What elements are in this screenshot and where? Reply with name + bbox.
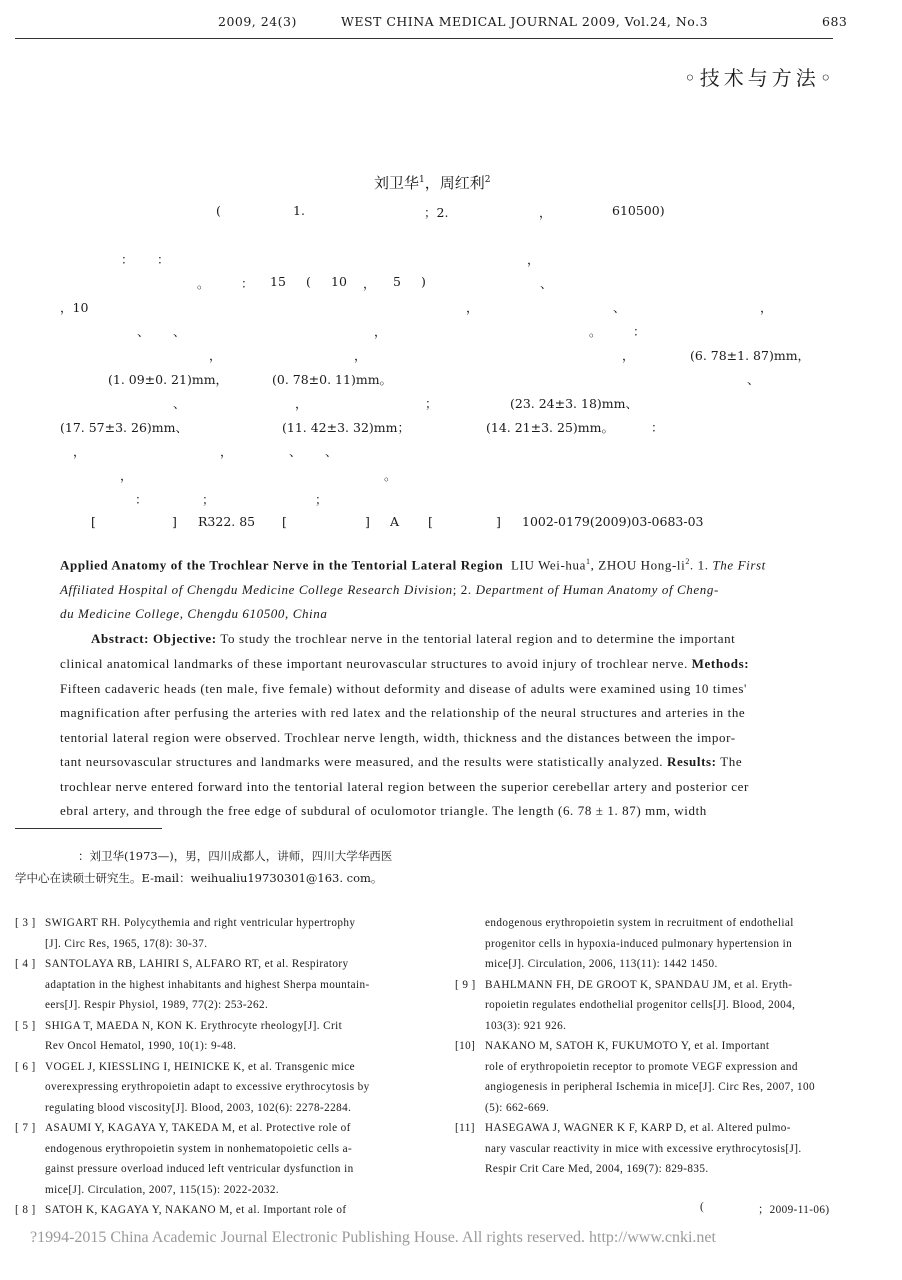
reference-number: [11] bbox=[455, 1122, 475, 1134]
reference-line bbox=[15, 913, 415, 934]
reference-number: [ 4 ] bbox=[15, 958, 36, 970]
reference-line bbox=[15, 1016, 415, 1037]
footnote-line-1: ：刘卫华(1973—)，男，四川成都人，讲师，四川大学华西医 bbox=[78, 849, 393, 863]
article-id-bracket: [ bbox=[428, 514, 433, 529]
en-title-line bbox=[60, 557, 766, 573]
cn-punct: ： bbox=[157, 252, 170, 267]
references-left-column bbox=[15, 913, 415, 1221]
author-1: 刘卫华 bbox=[374, 174, 420, 192]
en-aff-2-number: ; 2. bbox=[452, 582, 472, 597]
reference-text: Rev Oncol Hematol, 1990, 10(1): 9-48. bbox=[45, 1040, 237, 1052]
en-line-6: Fifteen cadaveric heads (ten male, five female) without deformity and disease of adults were examined using 10 times' bbox=[60, 681, 747, 696]
cn-keywords-punct: ； bbox=[202, 492, 215, 507]
reference-text: adaptation in the highest inhabitants and highest Sherpa mountain- bbox=[45, 978, 370, 991]
header-page-number: 683 bbox=[822, 14, 848, 29]
cn-punct: 。 bbox=[589, 324, 602, 339]
reference-text: mice[J]. Circulation, 2006, 113(11): 1442 1450. bbox=[485, 958, 718, 970]
reference-line bbox=[455, 934, 855, 955]
reference-line bbox=[455, 1036, 855, 1057]
article-id-bracket: ] bbox=[496, 514, 501, 529]
reference-line bbox=[15, 1057, 415, 1078]
cn-punct: ， bbox=[209, 348, 222, 363]
cn-punct: 、 bbox=[173, 396, 186, 411]
cn-punct: ， bbox=[354, 348, 367, 363]
references-right-column bbox=[455, 913, 855, 1180]
cn-punct: 、 bbox=[613, 300, 626, 315]
cn-punct: ， bbox=[760, 300, 773, 315]
cn-punct: ( bbox=[306, 274, 311, 289]
cn-measure: (17. 57±3. 26)mm、 bbox=[60, 420, 188, 435]
reference-line bbox=[15, 1159, 415, 1180]
header-rule bbox=[15, 38, 833, 39]
header-volume: 2009, 24(3) bbox=[218, 14, 297, 29]
reference-text: role of erythropoietin receptor to promote VEGF expression and bbox=[485, 1060, 798, 1073]
affil-postcode: 610500) bbox=[612, 203, 665, 218]
copyright-watermark: ?1994-2015 China Academic Journal Electronic Publishing House. All rights reserved. http://www.cnki.net bbox=[30, 1229, 716, 1246]
reference-line bbox=[455, 975, 855, 996]
reference-line bbox=[455, 1118, 855, 1139]
reference-line bbox=[455, 1077, 855, 1098]
cn-punct: ， bbox=[220, 444, 233, 459]
reference-line bbox=[15, 1036, 415, 1057]
cn-punct: 。 bbox=[197, 276, 210, 291]
reference-text: endogenous erythropoietin system in recruitment of endothelial bbox=[485, 917, 794, 929]
en-author-2-sup: 2 bbox=[685, 557, 690, 566]
clc-code: R322. 85 bbox=[198, 514, 256, 529]
cn-measure: (0. 78±0. 11)mm。 bbox=[272, 372, 393, 387]
methods-label: Methods: bbox=[691, 656, 750, 671]
cn-keywords-punct: ： bbox=[135, 492, 148, 507]
en-author-2: , ZHOU Hong-li bbox=[590, 557, 686, 573]
author-2-sup: 2 bbox=[484, 175, 491, 185]
reference-line bbox=[15, 1139, 415, 1160]
section-category: ◦技术与方法◦ bbox=[684, 66, 836, 90]
cn-punct: 、 bbox=[325, 444, 338, 459]
en-line-7: magnification after perfusing the arteries with red latex and the relationship of the neural structures and arteries in the bbox=[60, 705, 746, 720]
cn-punct: ： bbox=[633, 324, 646, 339]
reference-line bbox=[455, 1057, 855, 1078]
en-text: clinical anatomical landmarks of these important neurovascular structures to avoid injury of trochlear nerve. bbox=[60, 656, 688, 671]
reference-text: (5): 662-669. bbox=[485, 1101, 550, 1114]
reference-number: [10] bbox=[455, 1040, 476, 1052]
cn-number: ，10 bbox=[60, 300, 89, 315]
affil-n2: ；2. bbox=[424, 205, 449, 220]
cn-punct: 、 bbox=[173, 324, 186, 339]
reference-text: regulating blood viscosity[J]. Blood, 2003, 102(6): 2278-2284. bbox=[45, 1101, 352, 1114]
affil-n1: 1. bbox=[293, 203, 305, 218]
reference-text: gainst pressure overload induced left ventricular dysfunction in bbox=[45, 1163, 354, 1175]
reference-number: [ 9 ] bbox=[455, 978, 476, 991]
doc-code: A bbox=[390, 514, 400, 529]
header-journal: WEST CHINA MEDICAL JOURNAL 2009, Vol.24, No.3 bbox=[341, 14, 709, 29]
cn-measure: (6. 78±1. 87)mm， bbox=[690, 348, 811, 363]
reference-line bbox=[15, 954, 415, 975]
cn-punct: ， bbox=[73, 444, 86, 459]
en-affiliation-line-2 bbox=[60, 606, 327, 622]
reference-number: [ 3 ] bbox=[15, 917, 36, 929]
reference-number: [ 6 ] bbox=[15, 1060, 36, 1073]
reference-line bbox=[15, 1200, 415, 1221]
reference-line bbox=[455, 913, 855, 934]
en-author-1-sup: 1 bbox=[586, 557, 591, 566]
reference-number: [ 5 ] bbox=[15, 1019, 36, 1032]
reference-text: progenitor cells in hypoxia-induced pulmonary hypertension in bbox=[485, 937, 793, 950]
cn-measure: (1. 09±0. 21)mm， bbox=[108, 372, 229, 387]
clc-bracket: [ bbox=[91, 514, 96, 529]
reference-number: [ 8 ] bbox=[15, 1204, 36, 1216]
cn-punct: 、 bbox=[137, 324, 150, 339]
cn-punct: 、 bbox=[289, 444, 302, 459]
cn-measure: (14. 21±3. 25)mm。 bbox=[486, 420, 614, 435]
reference-text: BAHLMANN FH, DE GROOT K, SPANDAU JM, et al. Eryth- bbox=[485, 978, 793, 991]
en-author-1: LIU Wei-hua bbox=[511, 557, 586, 573]
reference-text: 103(3): 921 926. bbox=[485, 1019, 567, 1032]
reference-line bbox=[455, 954, 855, 975]
cn-punct: ， bbox=[622, 348, 635, 363]
reference-text: HASEGAWA J, WAGNER K F, KARP D, et al. Altered pulmo- bbox=[485, 1122, 791, 1134]
reference-text: ropoietin regulates endothelial progenitor cells[J]. Blood, 2004, bbox=[485, 999, 796, 1011]
cn-punct: ， bbox=[466, 300, 479, 315]
reference-line bbox=[15, 934, 415, 955]
reference-line bbox=[455, 995, 855, 1016]
en-text: tant neursovascular structures and landmarks were measured, and the results were statistically analyzed. bbox=[60, 754, 664, 769]
cn-number: 5 bbox=[393, 274, 401, 289]
reference-line bbox=[455, 1139, 855, 1160]
reference-text: mice[J]. Circulation, 2007, 115(15): 2022-2032. bbox=[45, 1183, 280, 1196]
cn-punct: ， bbox=[295, 396, 308, 411]
reference-text: SHIGA T, MAEDA N, KON K. Erythrocyte rheology[J]. Crit bbox=[45, 1019, 343, 1032]
reference-line bbox=[15, 1180, 415, 1201]
en-aff-2: Department of Human Anatomy of Cheng- bbox=[475, 582, 719, 597]
reference-line bbox=[15, 1118, 415, 1139]
cn-punct: ： bbox=[121, 252, 134, 267]
doc-code-bracket: [ bbox=[282, 514, 287, 529]
en-aff-1: Affiliated Hospital of Chengdu Medicine College Research Division bbox=[60, 582, 453, 597]
abstract-label: Abstract: bbox=[91, 631, 150, 646]
reference-number: [ 7 ] bbox=[15, 1122, 36, 1134]
reference-line bbox=[455, 1159, 855, 1180]
reference-line bbox=[455, 1098, 855, 1119]
cn-punct: ， bbox=[363, 276, 376, 291]
cn-punct: ， bbox=[527, 252, 540, 267]
en-line-10: trochlear nerve entered forward into the tentorial lateral region between the superior cerebellar artery and posterior cer bbox=[60, 779, 749, 794]
received-date: ；2009-11-06) bbox=[758, 1204, 830, 1216]
reference-text: VOGEL J, KIESSLING I, HEINICKE K, et al. Transgenic mice bbox=[45, 1060, 356, 1073]
reference-text: Respir Crit Care Med, 2004, 169(7): 829-835. bbox=[485, 1163, 709, 1175]
cn-number: 10 bbox=[331, 274, 347, 289]
received-open: ( bbox=[700, 1201, 705, 1213]
reference-line bbox=[15, 975, 415, 996]
reference-line bbox=[455, 1016, 855, 1037]
reference-text: eers[J]. Respir Physiol, 1989, 77(2): 253-262. bbox=[45, 999, 269, 1011]
reference-text: nary vascular reactivity in mice with excessive erythrocytosis[J]. bbox=[485, 1142, 802, 1155]
reference-text: overexpressing erythropoietin adapt to excessive erythrocytosis by bbox=[45, 1081, 370, 1093]
affil-comma: ， bbox=[539, 205, 552, 220]
cn-punct: ， bbox=[120, 468, 133, 483]
cn-keywords-punct: ； bbox=[315, 492, 328, 507]
en-line-9 bbox=[60, 754, 742, 770]
doc-code-bracket: ] bbox=[365, 514, 370, 529]
en-objective-line bbox=[91, 631, 735, 647]
reference-text: SWIGART RH. Polycythemia and right ventricular hypertrophy bbox=[45, 917, 356, 929]
reference-text: NAKANO M, SATOH K, FUKUMOTO Y, et al. Important bbox=[485, 1040, 770, 1052]
reference-line bbox=[15, 1098, 415, 1119]
footnote-line-2: 学中心在读硕士研究生。E-mail：weihualiu19730301@163. com。 bbox=[15, 871, 383, 885]
cn-punct: ： bbox=[241, 276, 254, 291]
objective-label: Objective: bbox=[152, 631, 217, 646]
reference-text: [J]. Circ Res, 1965, 17(8): 30-37. bbox=[45, 937, 208, 950]
author-1-sup: 1 bbox=[419, 175, 425, 185]
cn-punct: 、 bbox=[747, 372, 760, 387]
en-title: Applied Anatomy of the Trochlear Nerve in the Tentorial Lateral Region bbox=[60, 557, 504, 573]
cn-punct: 。 bbox=[384, 468, 397, 483]
en-line-8: tentorial lateral region were observed. Trochlear nerve length, width, thickness and the distances between the impor- bbox=[60, 730, 736, 745]
cn-number: 15 bbox=[270, 274, 286, 289]
cn-punct: ， bbox=[374, 324, 387, 339]
en-aff-2-cont: du Medicine College, Chengdu 610500, China bbox=[60, 606, 328, 621]
results-label: Results: bbox=[667, 754, 717, 769]
en-line-11: ebral artery, and through the free edge of subdural of oculomotor triangle. The length (6. 78 ± 1. 87) mm, width bbox=[60, 803, 707, 818]
cn-punct: ； bbox=[425, 396, 438, 411]
affil-open: ( bbox=[216, 203, 221, 218]
reference-text: angiogenesis in peripheral Ischemia in mice[J]. Circ Res, 2007, 100 bbox=[485, 1081, 816, 1093]
author-2: 周红利 bbox=[439, 174, 485, 192]
en-line-5 bbox=[60, 656, 749, 672]
en-aff-1-start: The First bbox=[712, 557, 766, 573]
en-affiliation-line bbox=[60, 582, 719, 598]
cn-measure: (11. 42±3. 32)mm； bbox=[282, 420, 410, 435]
cn-measure: (23. 24±3. 18)mm、 bbox=[510, 396, 638, 411]
objective-text: To study the trochlear nerve in the tentorial lateral region and to determine the important bbox=[220, 631, 736, 646]
author-sep: ， bbox=[424, 174, 440, 192]
article-id: 1002-0179(2009)03-0683-03 bbox=[522, 514, 704, 529]
cn-punct: ： bbox=[651, 420, 664, 435]
footnote-rule bbox=[15, 828, 162, 829]
reference-text: endogenous erythropoietin system in nonhematopoietic cells a- bbox=[45, 1142, 353, 1155]
reference-line bbox=[15, 1077, 415, 1098]
reference-line bbox=[15, 995, 415, 1016]
author-line bbox=[374, 172, 491, 193]
reference-text: SATOH K, KAGAYA Y, NAKANO M, et al. Important role of bbox=[45, 1204, 347, 1216]
en-aff-1-number: . 1. bbox=[689, 557, 709, 573]
reference-text: SANTOLAYA RB, LAHIRI S, ALFARO RT, et al. Respiratory bbox=[45, 958, 349, 970]
reference-text: ASAUMI Y, KAGAYA Y, TAKEDA M, et al. Protective role of bbox=[45, 1122, 351, 1134]
en-text: The bbox=[720, 754, 743, 769]
cn-punct: 、 bbox=[540, 276, 553, 291]
clc-bracket: ] bbox=[172, 514, 177, 529]
cn-punct: ) bbox=[421, 274, 426, 289]
